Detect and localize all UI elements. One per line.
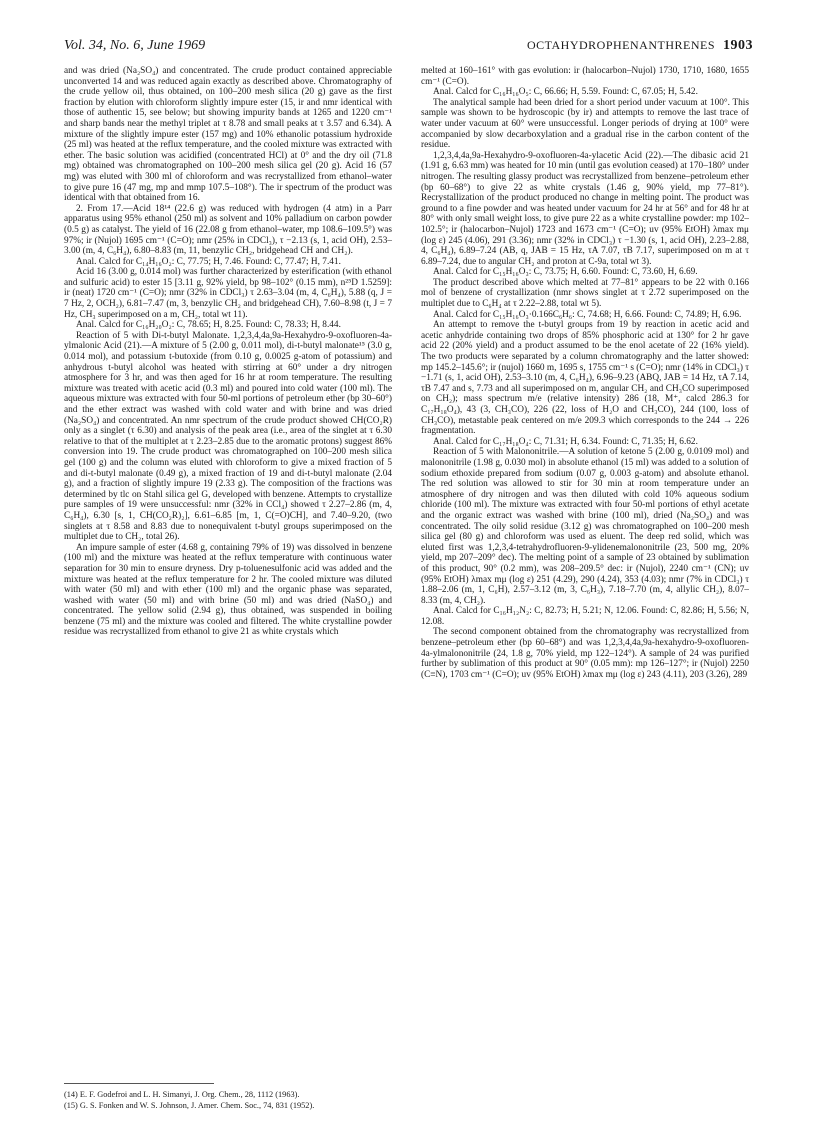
- paragraph: Anal. Calcd for C₁₆H₂₀O₂: C, 78.65; H, 8.25. Found: C, 78.33; H, 8.44.: [76, 320, 341, 331]
- paragraph: Anal. Calcd for C₁₇H₁₈O₄: C, 71.31; H, 6.34. Found: C, 71.35; H, 6.62.: [433, 436, 698, 447]
- running-header: [527, 38, 753, 54]
- paragraph: 1,2,3,4,4a,9a-Hexahydro-9-oxofluoren-4a-ylacetic Acid (22).—The dibasic acid 21 (1.91 g, 6.63 mm) was heated for 10 min (until gas evolution ceased) at 170–180° under nitrogen. The resulting glassy product was recrystallized from benzene–petroleum ether (bp 60–68°) to give 22 as white crystals (1.46 g, 90% yield, mp 77–81°). Recrystallization of the product produced no change in melting point. The product was ground to a fine powder and was heated under vacuum for 24 hr at 56° and for 48 hr at 80° with only small weight loss, to give pure 22 as a white crystalline powder: mp 102–102.5°; ir (halocarbon–Nujol) 1723 and 1673 cm⁻¹ (C=O); uv (95% EtOH) λmax mμ (log ε) 245 (4.06), 291 (3.36); nmr (32% in CDCl₃) τ −1.30 (s, 1, acid OH), 2.23–2.88, 4, C₆H₄), 6.89–7.24 (AB, q, JAB = 15 Hz, τA 7.07, τB 7.17, superimposed on m at τ 6.89–7.24, due to angular CH₂ and proton at C-9a, total wt 3).: [421, 150, 749, 267]
- paragraph: and was dried (Na₂SO₄) and concentrated. The crude product contained appreciable unconverted 14 and was reduced again exactly as described above. Chromatography of the crude yellow oil, thus obtained, on 100–200 mesh silica (20 g) gave as the first fraction by elution with chloroform slightly impure ester (15, ir and nmr identical with those of authentic 15, see below; but showing impurity bands at 1265 and 1220 cm⁻¹ and sharp bands near the methyl triplet at τ 8.78 and small peaks at τ 3.57 and 6.34). A mixture of the slightly impure ester (157 mg) and 10% ethanolic potassium hydroxide (25 ml) was heated at the reflux temperature, and the cooled mixture was extracted with ether. The basic solution was acidified (concentrated HCl) at 0° and the dry oil (71.8 mg) obtained was chromatographed on 100–200 mesh silica gel (20 g). Acid 16 (57 mg) was eluted with 300 ml of chloroform and was recrystallized from ethanol–water to give pure 16 (47 mg, mp and mmp 107.5–108°). The ir spectrum of the product was identical with that obtained from 16.: [64, 66, 392, 204]
- paragraph: The analytical sample had been dried for a short period under vacuum at 100°. This sample was shown to be hydroscopic (by ir) and attempts to remove the last trace of water under vacuum at 60° were unsuccessful. Longer periods of drying at 100° were accompanied by slow decarboxylation and a gradual rise in the carbon content of the residue.: [421, 97, 749, 151]
- page-header: [64, 38, 753, 58]
- footnote: (15) G. S. Fonken and W. S. Johnson, J. Amer. Chem. Soc., 74, 831 (1952).: [64, 1100, 315, 1110]
- journal-volume-info: Vol. 34, No. 6, June 1969: [64, 38, 206, 53]
- paragraph: Anal. Calcd for C₁₄H₁₆O₂: C, 77.75; H, 7.46. Found: C, 77.47; H, 7.41.: [76, 256, 341, 267]
- footnote-divider: [64, 1083, 214, 1084]
- footnote: (14) E. F. Godefroi and L. H. Simanyi, J. Org. Chem., 28, 1112 (1963).: [64, 1090, 300, 1099]
- paragraph: An attempt to remove the t-butyl groups from 19 by reaction in acetic acid and acetic anhydride containing two drops of 85% phosphoric acid at 130° for 2 hr gave acid 22 (20% yield) and a product assumed to be the enol acetate of 22 (16% yield). The two products were separated by a column chromatography and the latter showed: mp 145.2–145.6°; ir (nujol) 1660 m, 1695 s, 1755 cm⁻¹ s (C=O); nmr (14% in CDCl₃) τ −1.71 (s, 1, acid OH), 2.53–3.10 (m, 4, C₆H₄), 6.96–9.23 (ABQ, JAB = 14 Hz, τA 7.14, τB 7.47 and s, 7.73 and all superimposed on m, angular CH₂ and CH₃CO superimposed on CH₂); mass spectrum m/e (relative intensity) 286 (18, M⁺, calcd 286.3 for C₁₇H₁₈O₄), 43 (3, CH₃CO), 226 (22, loss of H₂O and CH₃CO), 244 (100, loss of CH₃CO), metastable peak centered on m/e 209.3 which corresponds to the 244 → 226 fragmentation.: [421, 320, 749, 437]
- right-text-column: [421, 66, 749, 1138]
- paragraph: Reaction of 5 with Malononitrile.—A solution of ketone 5 (2.00 g, 0.0109 mol) and malononitrile (1.98 g, 0.030 mol) in absolute ethanol (15 ml) was added to a solution of sodium ethoxide prepared from sodium (0.07 g, 0.003 g-atom) and absolute ethanol. The red solution was allowed to stir for 30 min at room temperature under an atmosphere of dry nitrogen and was then diluted with cold 10% aqueous sodium chloride (100 ml). The mixture was extracted with four 50-ml portions of ethyl acetate and the organic extract was washed with brine (100 ml), dried (Na₂SO₄) and was concentrated. The oily solid residue (3.12 g) was chromatographed on 100–200 mesh silica gel (80 g) and chloroform was used as eluent. The deep red solid, which was eluted first was 1,2,3,4-tetrahydrofluoren-9-ylidenemalononitrile (23, 500 mg, 20% yield, mp 207–209° dec). The melting point of a sample of 23 obtained by sublimation of this product, 90° (0.2 mm), was 208–209.5° dec: ir (Nujol), 2240 cm⁻¹ (CN); uv (95% EtOH) λmax mμ (log ε) 251 (4.29), 290 (4.24), 353 (4.03); nmr (7% in CDCl₃) τ 1.88–2.06 (m, 1, C₆H), 2.57–3.12 (m, 3, C₆H₃), 7.18–7.70 (m, 4, allylic CH₂), 8.07–8.33 (m, 4, CH₂).: [421, 447, 749, 606]
- paragraph: melted at 160–161° with gas evolution: ir (halocarbon–Nujol) 1730, 1710, 1680, 1655 cm⁻¹ (C=O).: [421, 66, 749, 87]
- paragraph: Anal. Calcd for C₁₅H₁₆O₃: C, 73.75; H, 6.60. Found: C, 73.60, H, 6.69.: [433, 267, 698, 278]
- paragraph: The second component obtained from the chromatography was recrystallized from benzene–petroleum ether (bp 60–68°) and was 1,2,3,4,4a,9a-hexahydro-9-oxofluoren-4a-ylmalononitrile (24, 1.8 g, 70% yield, mp 122–124°). A sample of 24 was purified further by sublimation of this product at 90° (0.05 mm): mp 126–127°; ir (Nujol) 2250 (C≡N), 1703 cm⁻¹ (C=O); uv (95% EtOH) λmax mμ (log ε) 243 (4.11), 203 (3.26), 289: [421, 627, 749, 680]
- paragraph: Anal. Calcd for C₁₆H₁₂N₂: C, 82.73; H, 5.21; N, 12.06. Found: C, 82.86; H, 5.56; N, 12.08.: [421, 606, 749, 627]
- running-title: OCTAHYDROPHENANTHRENES: [526, 38, 715, 52]
- footnotes: [64, 1090, 392, 1111]
- paragraph: Acid 16 (3.00 g, 0.014 mol) was further characterized by esterification (with ethanol and sulfuric acid) to ester 15 [3.11 g, 92% yield, bp 98–102° (0.15 mm), n²⁵D 1.5259]: ir (neat) 1720 cm⁻¹ (C=O); nmr (32% in CDCl₃) τ 2.63–3.04 (m, 4, C₆H₄), 5.88 (q, J = 7 Hz, 2, OCH₂), 6.81–7.47 (m, 3, benzylic CH₂ and bridgehead CH), 7.60–8.98 (t, J = 7 Hz, CH₃ superimposed on a m, CH₂, total wt 11).: [64, 267, 392, 320]
- paragraph: An impure sample of ester (4.68 g, containing 79% of 19) was dissolved in benzene (100 ml) and the mixture was heated at the reflux temperature with continuous water separation for 30 min to ensure dryness. Dry p-toluenesulfonic acid was added and the mixture was heated at the reflux temperature for 2 hr. The cooled mixture was diluted with water (50 ml) and with ether (100 ml) and the organic phase was separated, washed with water (50 ml) and with brine (50 ml) and was dried (NaSO₄) and concentrated. The yellow solid (2.94 g), thus obtained, was suspended in boiling benzene (75 ml) and the mixture was cooled and filtered. The white crystalline powder residue was recrystallized from ethanol to give 21 as white crystals which: [64, 542, 392, 638]
- paragraph: Reaction of 5 with Di-t-butyl Malonate. 1,2,3,4,4a,9a-Hexahydro-9-oxofluoren-4a-ylmalonic Acid (21).—A mixture of 5 (2.00 g, 0.011 mol), di-t-butyl malonate¹⁵ (3.0 g, 0.014 mol), and potassium t-butoxide (from 0.10 g, 0.0025 g-atom of potassium) and anhydrous t-butyl alcohol was heated with stirring at 60° under a dry nitrogen atmosphere for 3 hr, and was then aged for 16 hr at room temperature. The resulting mixture was treated with acetic acid (0.3 ml) and poured into cold water (100 ml). The aqueous mixture was extracted with four 50-ml portions of petroleum ether (bp 30–60°) and the ether extract was washed with cold water and with brine and was dried (Na₂SO₄) and concentrated. An nmr spectrum of the crude product showed CH(CO₂R) only as a singlet (τ 6.30) and analysis of the peak area (i.e., area of the singlet at τ 6.30 relative to that of the multiplet at τ 2.23–2.85 due to the aromatic protons) suggest 86% conversion into 19. The crude product was chromatographed on 100–200 mesh silica gel (100 g) and the column was eluted with chloroform to give a mixed fraction of 5 and di-t-butyl malonate (0.49 g), a mixed fraction of 19 and di-t-butyl malonate (2.04 g), and a fraction of slightly impure 19 (2.33 g). The composition of the fractions was determined by tlc on Stahl silica gel G, developed with benzene. Attempts to crystallize pure samples of 19 were unsuccessful: nmr (32% in CCl₄) showed τ 2.27–2.86 (m, 4, C₆H₄), 6.30 [s, 1, CH(CO₂R)₂], 6.61–6.85 [m, 1, C(=O)CH], and 7.40–9.20, (two singlets at τ 8.58 and 8.83 due to nonequivalent t-butyl groups superimposed on the multiplet due to CH₂, total 26).: [64, 330, 392, 543]
- paragraph: 2. From 17.—Acid 18¹⁴ (22.6 g) was reduced with hydrogen (4 atm) in a Parr apparatus using 95% ethanol (250 ml) as solvent and 10% palladium on carbon powder (0.5 g) as catalyst. The yield of 16 (22.08 g from ethanol–water, mp 108.6–109.5°) was 97%; ir (Nujol) 1695 cm⁻¹ (C=O); nmr (25% in CDCl₃), τ −2.13 (s, 1, acid OH), 2.53–3.00 (m, 4, C₆H₄), 6.80–8.83 (m, 11, benzylic CH₂, bridgehead CH and CH₂).: [64, 203, 392, 257]
- paragraph: The product described above which melted at 77–81° appears to be 22 with 0.166 mol of benzene of crystallization (nmr shows singlet at τ 2.72 superimposed on the multiplet due to C₆H₄ at τ 2.22–2.88, total wt 5).: [421, 277, 749, 310]
- paragraph: Anal. Calcd for C₁₆H₁₆O₅: C, 66.66; H, 5.59. Found: C, 67.05; H, 5.42.: [433, 87, 698, 98]
- left-text-column: [64, 66, 392, 1072]
- page-number: 1903: [723, 38, 753, 53]
- paragraph: Anal. Calcd for C₁₅H₁₆O₃·0.166C₆H₆: C, 74.68; H, 6.66. Found: C, 74.89; H, 6.96.: [433, 309, 742, 320]
